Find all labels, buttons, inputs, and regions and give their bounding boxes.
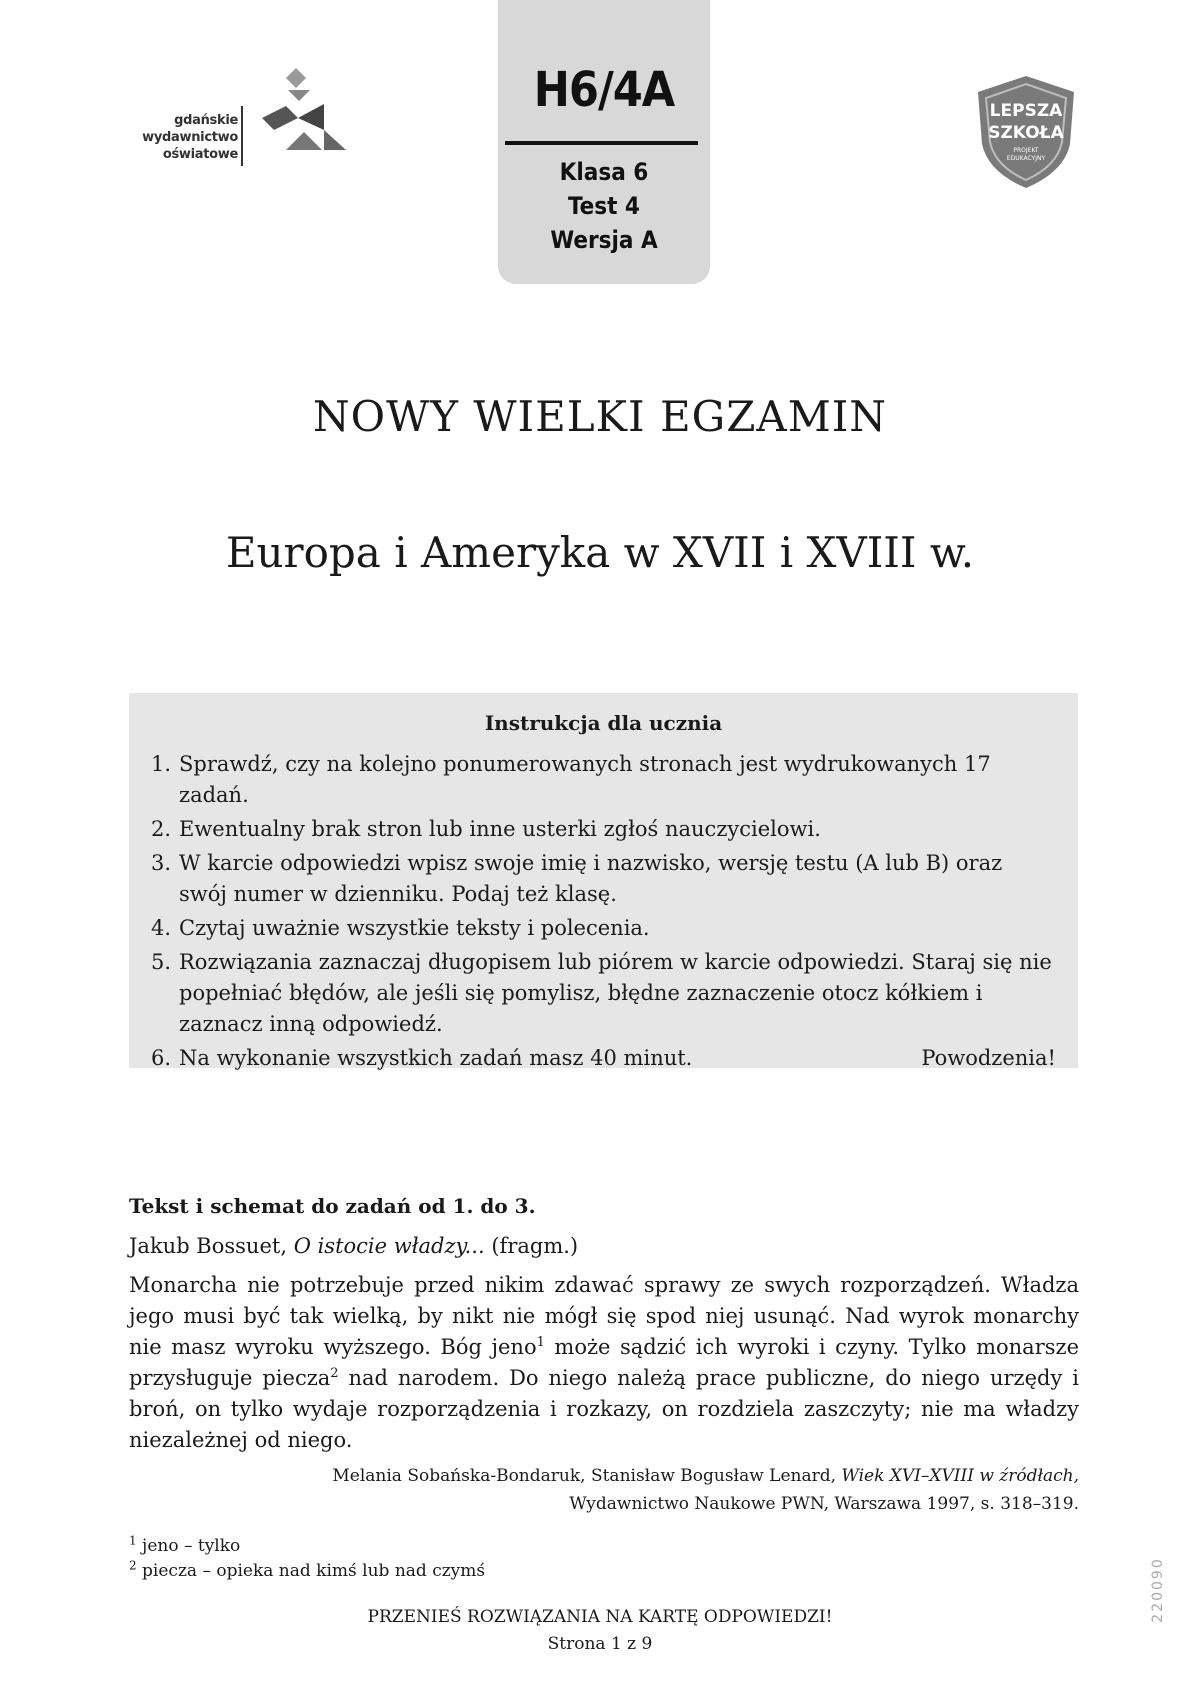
- instruction-number: 3.: [151, 851, 172, 875]
- instructions-box: [129, 693, 1078, 1068]
- exam-subtitle: Europa i Ameryka w XVII i XVIII w.: [225, 528, 975, 577]
- bibliographic-citation: [179, 1462, 1079, 1518]
- instruction-text: W karcie odpowiedzi wpisz swoje imię i nazwisko, wersję testu (A lub B) oraz swój numer w dzienniku. Podaj też klasę.: [179, 851, 1003, 906]
- footnote-text: piecza – opieka nad kimś lub nad czymś: [142, 1561, 486, 1581]
- footnote: [129, 1534, 485, 1559]
- source-text: [129, 1270, 1079, 1456]
- citation-publisher: Wydawnictwo Naukowe PWN, Warszawa 1997, s. 318–319.: [569, 1494, 1079, 1514]
- citation-authors: Melania Sobańska-Bondaruk, Stanisław Bogusław Lenard,: [332, 1466, 837, 1486]
- version-label: Wersja A: [550, 226, 658, 254]
- publisher-name-line: oświatowe: [162, 147, 238, 162]
- publisher-logo: [128, 66, 358, 176]
- section-heading: Tekst i schemat do zadań od 1. do 3.: [129, 1194, 536, 1218]
- page-footer: [0, 1604, 1200, 1658]
- source-text-part: Monarcha nie potrzebuje przed nikim zdawać sprawy ze swych rozporządzeń. Władza jego musi być tak wielką, by nikt nie mógł się spod niej usunąć. Nad wyrok monarchy nie masz wyroku wyższego. Bóg jeno: [129, 1273, 1079, 1359]
- instruction-text: Ewentualny brak stron lub inne usterki zgłoś nauczycielowi.: [179, 817, 821, 841]
- code-divider: [505, 141, 698, 145]
- instruction-item: [151, 947, 1056, 1040]
- instruction-number: 2.: [151, 817, 172, 841]
- source-fragment-note: (fragm.): [491, 1234, 579, 1258]
- footnote-ref-1: 1: [536, 1335, 545, 1350]
- exam-title: NOWY WIELKI EGZAMIN: [312, 392, 888, 441]
- instruction-number: 1.: [151, 752, 172, 776]
- footnote-number: 1: [129, 1533, 137, 1548]
- lepsza-szkola-badge: [972, 72, 1080, 192]
- badge-line-4: EDUKACYJNY: [1006, 155, 1046, 162]
- footnote: [129, 1559, 485, 1584]
- source-text-part: może sądzić ich wyroki i czyny. Tylko monarsze przysługuje piecza: [129, 1335, 1079, 1390]
- instructions-list: [151, 749, 1056, 1077]
- instruction-number: 4.: [151, 916, 172, 940]
- publisher-name-line: wydawnictwo: [142, 130, 238, 145]
- side-code: 220090: [1150, 1557, 1166, 1623]
- footnote-text: jeno – tylko: [142, 1536, 241, 1556]
- tangram-figure-icon: [252, 68, 352, 158]
- good-luck-text: Powodzenia!: [921, 1046, 1056, 1070]
- instruction-text: Na wykonanie wszystkich zadań masz 40 minut.: [179, 1046, 693, 1070]
- logo-divider: [241, 106, 243, 166]
- transfer-notice: PRZENIEŚ ROZWIĄZANIA NA KARTĘ ODPOWIEDZI!: [367, 1607, 833, 1627]
- test-code: H6/4A: [533, 62, 675, 118]
- instructions-heading: Instrukcja dla ucznia: [484, 711, 723, 735]
- test-label: Test 4: [568, 192, 640, 220]
- instruction-item: [151, 913, 1056, 944]
- publisher-name-line: gdańskie: [174, 113, 238, 128]
- footnotes: [129, 1534, 485, 1584]
- test-meta: [498, 155, 710, 257]
- instruction-number: 5.: [151, 950, 172, 974]
- badge-line-1: LEPSZA: [989, 101, 1063, 121]
- badge-line-2: SZKOŁA: [988, 123, 1064, 143]
- citation-title: Wiek XVI–XVIII w źródłach,: [841, 1466, 1079, 1486]
- instruction-text: Czytaj uważnie wszystkie teksty i polecenia.: [179, 916, 650, 940]
- instruction-item: [151, 814, 1056, 845]
- footnote-number: 2: [129, 1558, 137, 1573]
- source-work-title: O istocie władzy...: [293, 1234, 485, 1258]
- class-label: Klasa 6: [559, 158, 649, 186]
- instruction-text: Sprawdź, czy na kolejno ponumerowanych stronach jest wydrukowanych 17 zadań.: [179, 752, 991, 807]
- publisher-name: [118, 112, 238, 163]
- source-attribution: [129, 1234, 578, 1258]
- source-text-part: nad narodem. Do niego należą prace publiczne, do niego urzędy i broń, on tylko wydaje rozporządzenia i rozkazy, on rozdziela zaszczyty; nie ma władzy niezależnej od niego.: [129, 1366, 1079, 1452]
- footnote-ref-2: 2: [330, 1366, 339, 1381]
- test-code-box: [498, 0, 710, 284]
- instruction-item: [151, 749, 1056, 811]
- instruction-number: 6.: [151, 1046, 172, 1070]
- source-author: Jakub Bossuet,: [129, 1234, 288, 1258]
- badge-line-3: PROJEKT: [1013, 147, 1039, 154]
- instruction-text: Rozwiązania zaznaczaj długopisem lub piórem w karcie odpowiedzi. Staraj się nie popełniać błędów, ale jeśli się pomylisz, błędne zaznaczenie otocz kółkiem i zaznacz inną odpowiedź.: [179, 950, 1052, 1036]
- instruction-item: [151, 1043, 1056, 1074]
- instruction-item: [151, 848, 1056, 910]
- page-number: Strona 1 z 9: [547, 1634, 653, 1654]
